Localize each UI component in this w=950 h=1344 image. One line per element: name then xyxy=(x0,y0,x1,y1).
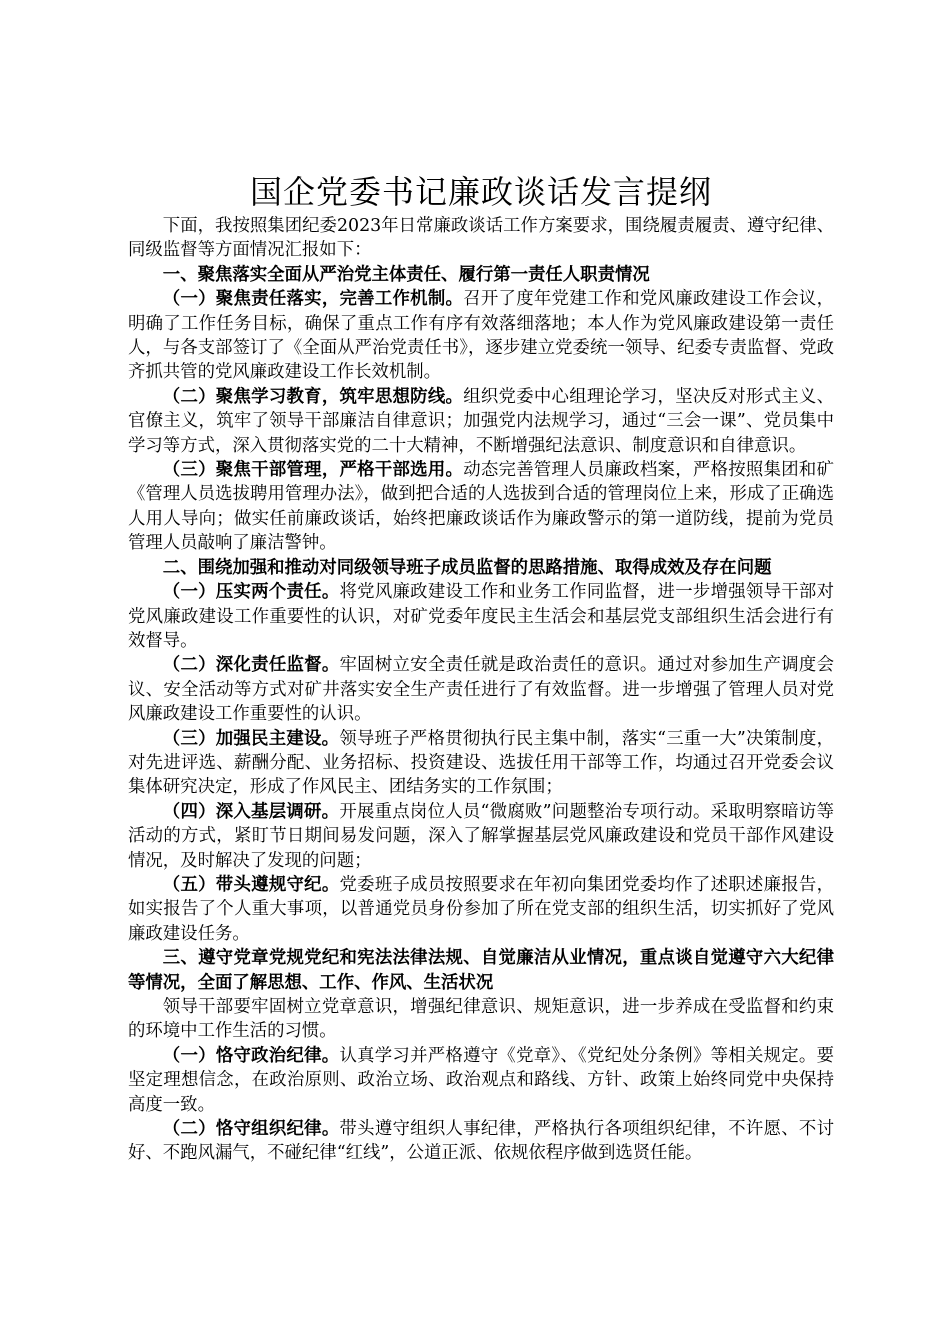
section-2-item-3 xyxy=(128,727,834,800)
section-1-item-3 xyxy=(128,458,834,556)
document-body xyxy=(128,170,834,1166)
item-lead: （四）深入基层调研。 xyxy=(162,801,340,822)
section-3-heading: 三、遵守党章党规党纪和宪法法律法规、自觉廉洁从业情况，重点谈自觉遵守六大纪律等情况，全面了解思想、工作、作风、生活状况 xyxy=(128,948,834,993)
section-1-item-2 xyxy=(128,385,834,458)
item-text: 认真学习并严格遵守《党章》、《党纪处分条例》等相关规定。要坚定理想信念，在政治原则、政治立场、政治观点和路线、方针、政策上始终同党中央保持高度一致。 xyxy=(128,1045,834,1115)
section-3-item-2 xyxy=(128,1117,834,1166)
section-3-item-1 xyxy=(128,1044,834,1117)
item-text: 开展重点岗位人员“微腐败”问题整治专项行动。采取明察暗访等活动的方式，紧盯节日期间易发问题，深入了解掌握基层党风廉政建设和党员干部作风建设情况，及时解决了发现的问题； xyxy=(128,801,834,871)
item-text: 将党风廉政建设工作和业务工作同监督，进一步增强领导干部对党风廉政建设工作重要性的认识，对矿党委年度民主生活会和基层党支部组织生活会进行有效督导。 xyxy=(128,582,834,651)
item-text: 牢固树立安全责任就是政治责任的意识。通过对参加生产调度会议、安全活动等方式对矿井落实安全生产责任进行了有效监督。进一步增强了管理人员对党风廉政建设工作重要性的认识。 xyxy=(128,655,834,725)
item-lead: （二）聚焦学习教育，筑牢思想防线。 xyxy=(162,386,464,407)
item-text: 带头遵守组织人事纪律，严格执行各项组织纪律，不许愿、不讨好、不跑风漏气，不碰纪律“红线”，公道正派、依规依程序做到选贤任能。 xyxy=(128,1119,834,1164)
section-1-heading: 一、聚焦落实全面从严治党主体责任、履行第一责任人职责情况 xyxy=(162,264,650,285)
section-2-heading: 二、围绕加强和推动对同级领导班子成员监督的思路措施、取得成效及存在问题 xyxy=(162,557,772,578)
section-2-item-2 xyxy=(128,653,834,726)
item-lead: （二）恪守组织纪律。 xyxy=(162,1119,340,1140)
item-lead: （一）压实两个责任。 xyxy=(162,582,340,603)
item-lead: （二）深化责任监督。 xyxy=(162,655,340,676)
item-text: 领导班子严格贯彻执行民主集中制，落实“三重一大”决策制度，对先进评选、薪酬分配、业务招标、投资建设、选拔任用干部等工作，均通过召开党委会议集体研究决定，形成了作风民主、团结务实的工作氛围； xyxy=(128,728,834,798)
intro-paragraph: 下面，我按照集团纪委2023年日常廉政谈话工作方案要求，围绕履责履责、遵守纪律、同级监督等方面情况汇报如下： xyxy=(128,216,834,261)
section-2-item-4 xyxy=(128,800,834,873)
item-lead: （一）恪守政治纪律。 xyxy=(162,1045,340,1066)
item-text: 动态完善管理人员廉政档案，严格按照集团和矿《管理人员选拔聘用管理办法》，做到把合适的人选拔到合适的管理岗位上来，形成了正确选人用人导向；做实任前廉政谈话，始终把廉政谈话作为廉政警示的第一道防线，提前为党员管理人员敲响了廉洁警钟。 xyxy=(128,460,834,554)
document-title: 国企党委书记廉政谈话发言提纲 xyxy=(249,173,712,211)
item-lead: （五）带头遵规守纪。 xyxy=(162,874,340,895)
section-1-item-1 xyxy=(128,287,834,385)
item-text: 党委班子成员按照要求在年初向集团党委均作了述职述廉报告，如实报告了个人重大事项，以普通党员身份参加了所在党支部的组织生活，切实抓好了党风廉政建设任务。 xyxy=(128,874,834,944)
section-2-item-1 xyxy=(128,580,834,653)
item-lead: （三）聚焦干部管理，严格干部选用。 xyxy=(162,460,464,481)
item-lead: （三）加强民主建设。 xyxy=(162,728,340,749)
section-3-intro: 领导干部要牢固树立党章意识，增强纪律意识、规矩意识，进一步养成在受监督和约束的环境中工作生活的习惯。 xyxy=(128,997,834,1042)
item-lead: （一）聚焦责任落实，完善工作机制。 xyxy=(162,289,464,310)
section-2-item-5 xyxy=(128,873,834,946)
item-text: 组织党委中心组理论学习，坚决反对形式主义、官僚主义，筑牢了领导干部廉洁自律意识；加强党内法规学习，通过“三会一课”、党员集中学习等方式，深入贯彻落实党的二十大精神，不断增强纪法意识、制度意识和自律意识。 xyxy=(128,386,834,456)
item-text: 召开了度年党建工作和党风廉政建设工作会议，明确了工作任务目标，确保了重点工作有序有效落细落地；本人作为党风廉政建设第一责任人，与各支部签订了《全面从严治党责任书》，逐步建立党委统一领导、纪委专责监督、党政齐抓共管的党风廉政建设工作长效机制。 xyxy=(128,289,834,383)
